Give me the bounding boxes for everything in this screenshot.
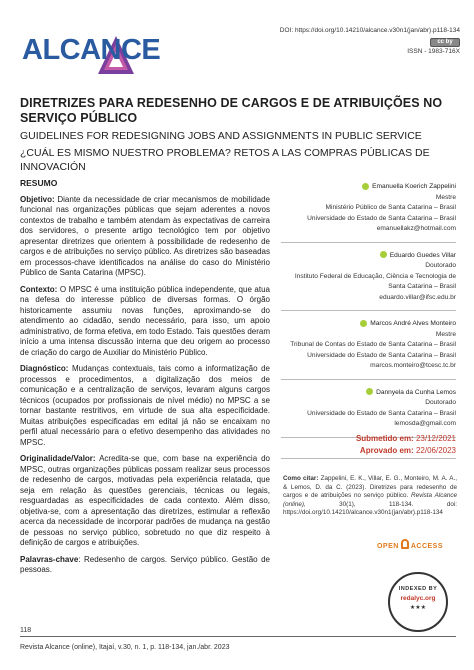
submitted-date: 23/12/2021	[415, 434, 456, 443]
divider	[281, 458, 456, 459]
author-entry: Eduardo Guedes Villar Doutorado Instituto Federal de Educação, Ciência e Tecnologia de Santa Catarina – Brasil eduardo.villar@ifsc.edu.br	[281, 251, 456, 312]
author-email[interactable]: eduardo.villar@ifsc.edu.br	[379, 293, 456, 301]
abstract	[20, 178, 270, 582]
author-email[interactable]: emanuellakz@hotmail.com	[376, 225, 456, 232]
title-portuguese: DIRETRIZES PARA REDESENHO DE CARGOS E DE ATRIBUIÇÕES NO SERVIÇO PÚBLICO	[20, 96, 443, 125]
abstract-keywords: Palavras-chave: Redesenho de cargos. Serviço público. Gestão de pessoas.	[20, 554, 270, 574]
issn: ISSN - 1983-716X	[407, 48, 460, 55]
orcid-icon[interactable]	[362, 183, 369, 190]
author-entry: Dannyela da Cunha Lemos Doutorado Universidade do Estado de Santa Catarina – Brasil lemosda@gmail.com	[281, 388, 456, 438]
author-email[interactable]: marcos.monteiro@tcesc.tc.br	[370, 362, 456, 369]
abstract-objective: Objetivo: Diante da necessidade de criar mecanismos de mobilidade funcional nas organizações públicas que sejam aderentes a novos contextos de trabalho e também atendam às expectativas de carreira dos servidores, o presente artigo tecnológico tem por objetivo apresentar diretrizes que orientem à possibilidade de redesenho de cargos e de atribuições no serviço público. As diretrizes são baseadas em processos-chave identificados na análise do caso do Ministério Público de Santa Catarina (MPSC).	[20, 194, 270, 277]
abstract-originality: Originalidade/Valor: Acredita-se que, com base na experiência do MPSC, outras organizações públicas possam realizar seus processos de redesenho de cargos, motivadas pela experiência relatada, que seja em relação às questões gerenciais, técnicas ou legais, resguardadas as especificidades de cada contexto. Além disso, objetiva-se, com a apresentação das diretrizes, estimular a reflexão acerca da necessidade de incorporar padrões de mudança na gestão de pessoas no serviço público, sobretudo no que diz respeito à definição de cargos e atribuições.	[20, 454, 270, 547]
footer-divider	[20, 636, 456, 637]
doi-link[interactable]: DOI: https://doi.org/10.14210/alcance.v30n1(jan/abr).p118-134	[279, 27, 460, 34]
citation-doi[interactable]: 30(1), 118-134. doi: https://doi.org/10.14210/alcance.v30n1(jan/abr).p118-134	[283, 500, 457, 516]
author-email[interactable]: lemosda@gmail.com	[394, 420, 456, 427]
abstract-context: Contexto: O MPSC é uma instituição pública independente, que atua na defesa do interesse público de diversas formas. O órgão historicamente assumiu novas funções, aproximando-se do atendimento ao cidadão, sendo necessário, para isso, um apoio administrativo, de forma efetiva, em todo Estado. Tais questões deram início a uma intensa discussão interna que deu origem ao processo de criação do cargo de Auxiliar do Ministério Público.	[20, 284, 270, 357]
article-titles	[20, 96, 456, 174]
author-entry: Marcos André Alves Monteiro Mestre Tribunal de Contas do Estado de Santa Catarina – Brasil Universidade do Estado de Santa Catarina – Brasil marcos.monteiro@tcesc.tc.br	[281, 319, 456, 380]
abstract-diagnosis: Diagnóstico: Mudanças contextuais, tais como a informatização de processos e procedimentos, a digitalização dos meios de comunicação e a centralização de serviços, levaram alguns cargos técnicos (ocupados por profissionais de nível médio) no MPSC a se tornar bastante restritivos, em virtude de sua alta especificidade. Muitas atribuições especificadas em edital já não se encaixam no perfil atual necessário para o efetivo desempenho das atividades no MPSC.	[20, 364, 270, 447]
approved-date: 22/06/2023	[415, 446, 456, 455]
author-entry: Emanuella Koerich Zappelini Mestre Ministério Público de Santa Catarina – Brasil Universidade do Estado de Santa Catarina – Brasil emanuellakz@hotmail.com	[281, 182, 456, 243]
title-english: GUIDELINES FOR REDESIGNING JOBS AND ASSIGNMENTS IN PUBLIC SERVICE	[20, 130, 422, 142]
title-spanish: ¿CUÁL ES MISMO NUESTRO PROBLEMA? RETOS A LAS COMPRAS PÚBLICAS DE INNOVACIÓN	[20, 147, 430, 173]
footer-citation: Revista Alcance (online), Itajaí, v.30, n. 1, p. 118-134, jan./abr. 2023	[20, 644, 230, 651]
stars-icon: ★★★	[409, 605, 427, 611]
how-to-cite: Como citar: Zappelini, E. K., Villar, E. G., Monteiro, M. A. A., & Lemos, D. da C. (2023). Diretrizes para redesenho de cargos e de atribuições no serviço público. Revista Alcance (online), 30(1), 118-134. doi: https://doi.org/10.14210/alcance.v30n1(jan/abr).p118-134	[283, 475, 458, 516]
journal-logo-text: ALCANCE	[22, 34, 161, 66]
journal-logo	[12, 14, 162, 68]
orcid-icon[interactable]	[366, 388, 373, 395]
indexed-by-redalyc-seal[interactable]: INDEXED BY redalyc.org ★★★	[388, 572, 448, 632]
author-list	[281, 182, 456, 446]
open-lock-icon	[401, 539, 409, 549]
page-number: 118	[20, 627, 32, 634]
cc-license-badge[interactable]: cc by	[430, 38, 460, 47]
abstract-heading: RESUMO	[20, 178, 58, 188]
open-access-badge: OPEN ACCESS	[370, 535, 450, 553]
orcid-icon[interactable]	[360, 320, 367, 327]
article-meta	[280, 26, 460, 57]
orcid-icon[interactable]	[380, 251, 387, 258]
submission-dates: Submetido em: 23/12/2021 Aprovado em: 22/06/2023	[355, 434, 456, 455]
